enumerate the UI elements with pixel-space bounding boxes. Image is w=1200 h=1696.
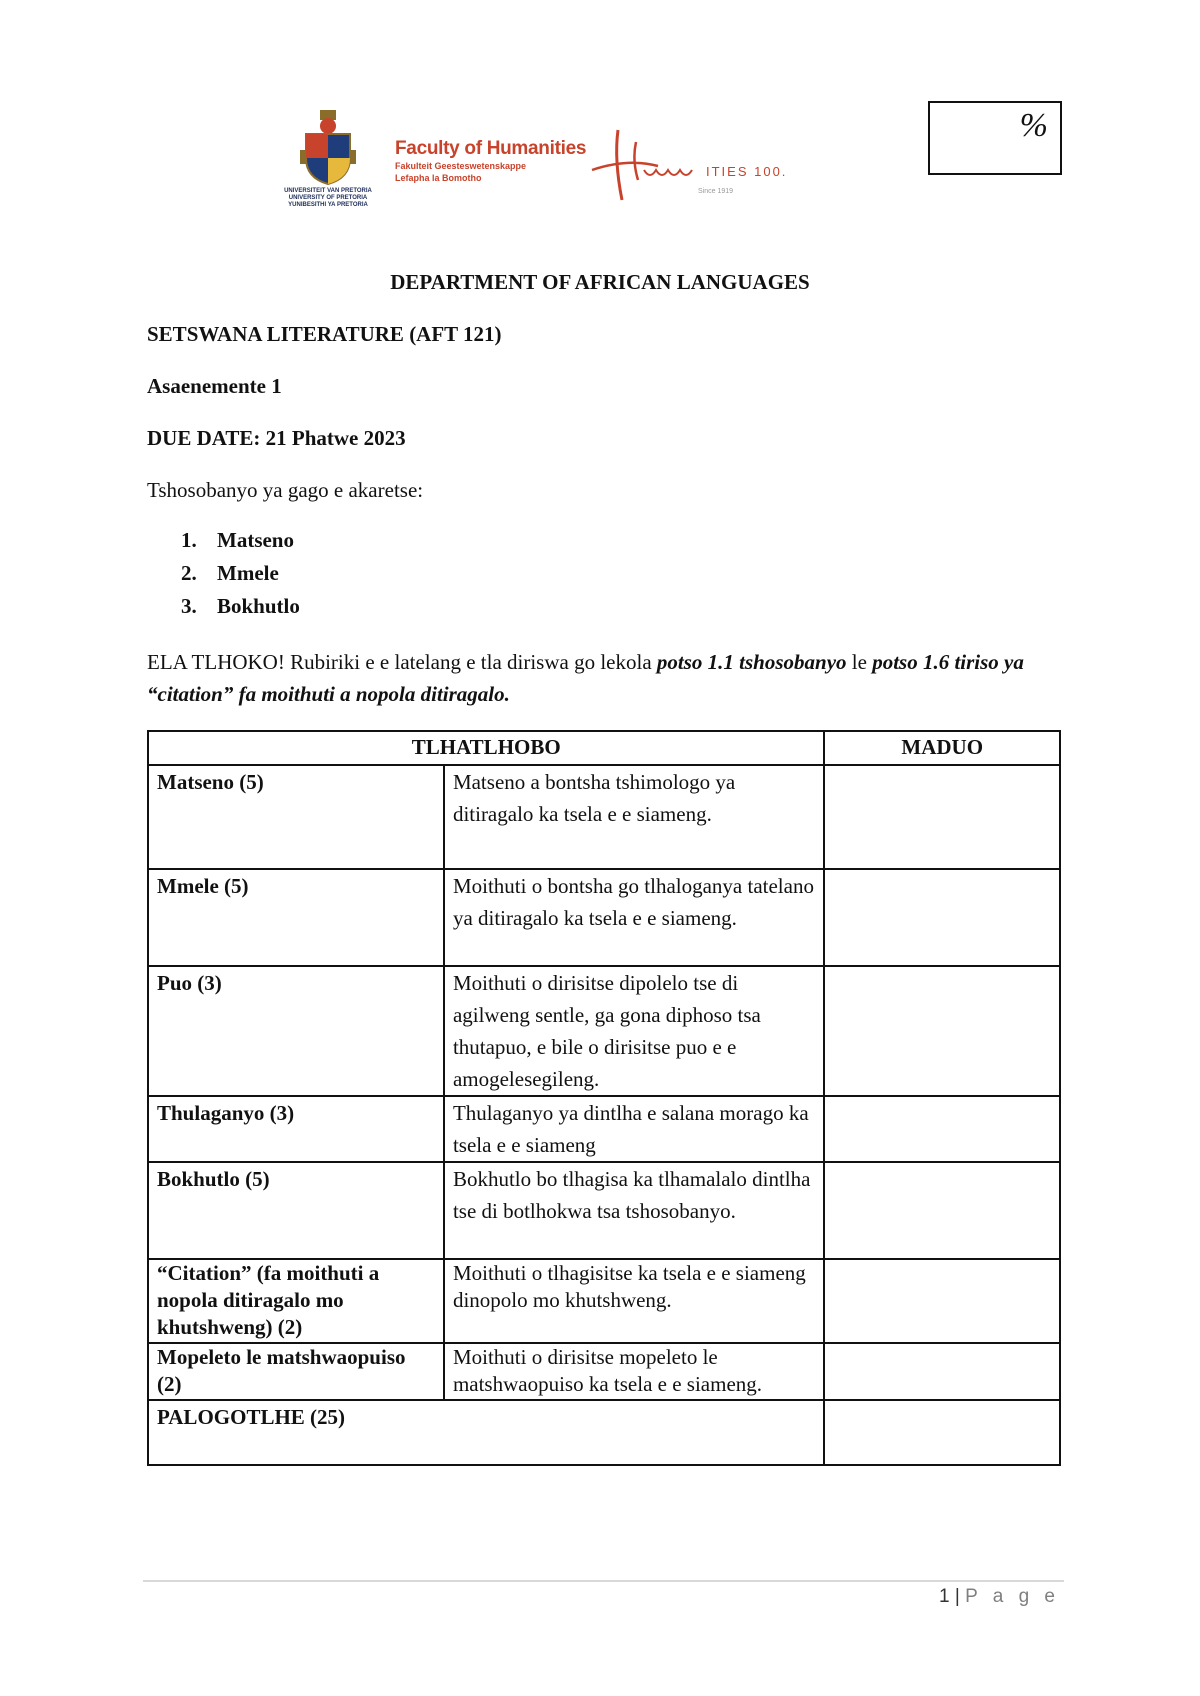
percent-symbol: % bbox=[1019, 107, 1048, 144]
faculty-subtitle-2: Lefapha la Bomotho bbox=[395, 173, 482, 183]
table-row bbox=[148, 1162, 1060, 1259]
humanities-script-icon bbox=[588, 120, 708, 210]
table-row bbox=[148, 869, 1060, 966]
criterion-cell: Puo (3) bbox=[148, 966, 444, 1096]
criterion-cell: Bokhutlo (5) bbox=[148, 1162, 444, 1259]
page-separator: | bbox=[954, 1586, 960, 1607]
marks-cell[interactable] bbox=[824, 1259, 1060, 1343]
university-crest-logo bbox=[278, 110, 378, 210]
header-logos bbox=[278, 110, 798, 210]
table-row bbox=[148, 1259, 1060, 1343]
list-item: 2. Mmele bbox=[181, 561, 279, 585]
course-title: SETSWANA LITERATURE (AFT 121) bbox=[147, 322, 502, 346]
criterion-cell: Thulaganyo (3) bbox=[148, 1096, 444, 1162]
list-item: 3. Bokhutlo bbox=[181, 594, 300, 618]
score-box bbox=[928, 101, 1062, 175]
rubric-note: ELA TLHOKO! Rubiriki e e latelang e tla diriswa go lekola potso 1.1 tshosobanyo le potso 1.6 tiriso ya “citation” fa moithuti a nopola ditiragalo. bbox=[147, 650, 1024, 706]
intro-text: Tshosobanyo ya gago e akaretse: bbox=[147, 478, 424, 502]
faculty-title: Faculty of Humanities bbox=[395, 138, 587, 159]
table-row bbox=[148, 1096, 1060, 1162]
criterion-cell: “Citation” (fa moithuti a nopola ditiragalo mo khutshweng) (2) bbox=[148, 1259, 444, 1343]
total-label: PALOGOTLHE (25) bbox=[148, 1400, 824, 1465]
page-label: P a g e bbox=[965, 1586, 1060, 1607]
marks-cell[interactable] bbox=[824, 869, 1060, 966]
department-title: DEPARTMENT OF AFRICAN LANGUAGES bbox=[390, 270, 810, 294]
since-text: Since 1919 bbox=[698, 188, 734, 195]
footer-divider bbox=[143, 1580, 1064, 1582]
table-row bbox=[148, 966, 1060, 1096]
description-cell: Thulaganyo ya dintlha e salana morago ka tsela e e siameng bbox=[444, 1096, 825, 1162]
faculty-subtitle-1: Fakulteit Geesteswetenskappe bbox=[395, 161, 527, 171]
table-header-row bbox=[148, 731, 1060, 765]
description-cell: Moithuti o dirisitse dipolelo tse di agilweng sentle, ga gona diphoso tsa thutapuo, e bile o dirisitse puo e e amogelesegileng. bbox=[444, 966, 825, 1096]
table-row bbox=[148, 1343, 1060, 1400]
description-cell: Moithuti o tlhagisitse ka tsela e e siameng dinopolo mo khutshweng. bbox=[444, 1259, 825, 1343]
criteria-header: TLHATLHOBO bbox=[148, 731, 824, 765]
page-footer bbox=[939, 1586, 1060, 1608]
criterion-cell: Matseno (5) bbox=[148, 765, 444, 869]
structure-list bbox=[147, 528, 300, 627]
rubric-table bbox=[147, 730, 1061, 1466]
description-cell: Moithuti o bontsha go tlhaloganya tatelano ya ditiragalo ka tsela e e siameng. bbox=[444, 869, 825, 966]
marks-cell[interactable] bbox=[824, 765, 1060, 869]
page-number: 1 bbox=[939, 1586, 950, 1607]
due-date: DUE DATE: 21 Phatwe 2023 bbox=[147, 426, 406, 450]
table-total-row bbox=[148, 1400, 1060, 1465]
university-names: UNIVERSITEIT VAN PRETORIA UNIVERSITY OF PRETORIA YUNIBESITHI YA PRETORIA bbox=[284, 188, 372, 208]
marks-cell[interactable] bbox=[824, 966, 1060, 1096]
description-cell: Moithuti o dirisitse mopeleto le matshwaopuiso ka tsela e e siameng. bbox=[444, 1343, 825, 1400]
humanities-100-logo bbox=[588, 120, 798, 210]
marks-cell[interactable] bbox=[824, 1162, 1060, 1259]
humanities-100-text: ITIES 100. bbox=[706, 164, 788, 179]
description-cell: Matseno a bontsha tshimologo ya ditiragalo ka tsela e e siameng. bbox=[444, 765, 825, 869]
list-item: 1. Matseno bbox=[181, 528, 294, 552]
total-marks-cell[interactable] bbox=[824, 1400, 1060, 1465]
assignment-title: Asaenemente 1 bbox=[147, 374, 282, 398]
crest-icon bbox=[300, 110, 356, 186]
table-row bbox=[148, 765, 1060, 869]
description-cell: Bokhutlo bo tlhagisa ka tlhamalalo dintlha tse di botlhokwa tsa tshosobanyo. bbox=[444, 1162, 825, 1259]
criterion-cell: Mopeleto le matshwaopuiso (2) bbox=[148, 1343, 444, 1400]
marks-cell[interactable] bbox=[824, 1096, 1060, 1162]
faculty-logo bbox=[395, 138, 586, 184]
criterion-cell: Mmele (5) bbox=[148, 869, 444, 966]
marks-cell[interactable] bbox=[824, 1343, 1060, 1400]
marks-header: MADUO bbox=[824, 731, 1060, 765]
